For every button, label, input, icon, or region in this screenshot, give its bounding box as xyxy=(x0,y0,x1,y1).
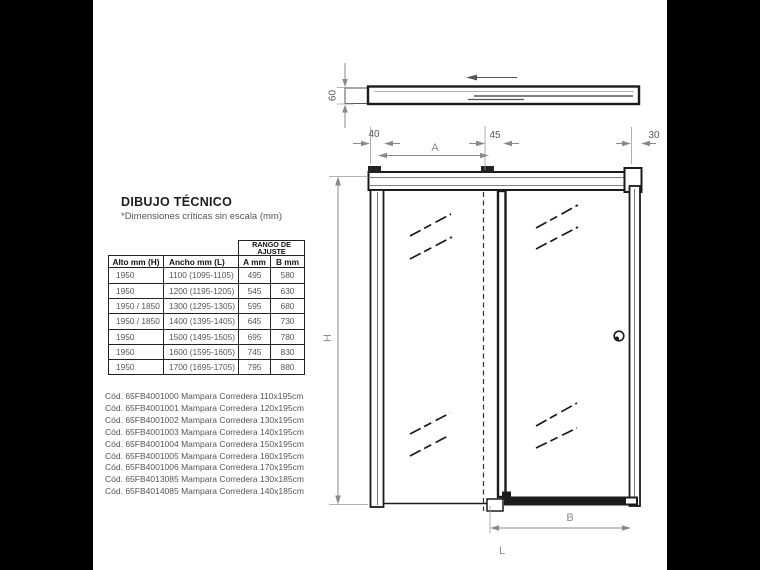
dimension-label-a: A xyxy=(431,142,439,154)
cell-b: 780 xyxy=(271,329,305,344)
cell-ancho: 1400 (1395-1405) xyxy=(164,314,239,329)
dimension-label-30: 30 xyxy=(648,130,660,141)
product-code-item: Cód. 65FB4001006 Mampara Corredera 170x195cm xyxy=(105,462,304,473)
cell-ancho: 1700 (1695-1705) xyxy=(164,360,239,375)
product-code-item: Cód. 65FB4001000 Mampara Corredera 110x195cm xyxy=(105,391,304,401)
cell-alto: 1950 xyxy=(109,283,164,298)
product-code-item: Cód. 65FB4001004 Mampara Corredera 150x195cm xyxy=(105,438,304,449)
cell-a: 795 xyxy=(239,360,271,375)
cell-b: 580 xyxy=(271,268,305,283)
cell-b: 630 xyxy=(271,283,305,298)
cell-ancho: 1300 (1295-1305) xyxy=(164,299,239,314)
product-code-item: Cód. 65FB4001005 Mampara Corredera 160x195cm xyxy=(105,450,304,461)
col-header-alto: Alto mm (H) xyxy=(109,256,164,268)
dimension-a xyxy=(378,142,489,158)
col-header-ancho: Ancho mm (L) xyxy=(164,256,239,268)
dimension-b xyxy=(490,506,631,533)
product-code-item: Cód. 65FB4014085 Mampara Corredera 140x185cm xyxy=(105,486,304,497)
page-subtitle: *Dimensiones críticas sin escala (mm) xyxy=(121,211,283,222)
dimension-label-40: 40 xyxy=(368,129,380,140)
dimension-label-h: H xyxy=(322,334,334,342)
front-view xyxy=(368,166,642,511)
cell-a: 595 xyxy=(239,299,271,314)
cell-alto: 1950 xyxy=(109,268,164,283)
col-header-a: A mm xyxy=(239,256,271,268)
cell-alto: 1950 / 1850 xyxy=(109,314,164,329)
cell-a: 745 xyxy=(239,344,271,359)
cell-alto: 1950 xyxy=(109,360,164,375)
dimension-label-l: L xyxy=(498,545,506,557)
product-code-item: Cód. 65FB4013085 Mampara Corredera 130x185cm xyxy=(105,474,304,485)
dimension-label-b: B xyxy=(566,512,574,524)
dimension-45 xyxy=(469,126,519,170)
bottom-rail xyxy=(487,492,638,512)
cell-a: 695 xyxy=(239,329,271,344)
dimension-40 xyxy=(353,127,400,164)
cell-alto: 1950 xyxy=(109,344,164,359)
right-wall-profile xyxy=(630,186,641,506)
product-code-item: Cód. 65FB4001002 Mampara Corredera 130x195cm xyxy=(105,414,304,425)
door-handle-knob xyxy=(614,331,624,341)
bottom-guide-block xyxy=(487,499,503,511)
cell-alto: 1950 xyxy=(109,329,164,344)
cell-a: 645 xyxy=(239,314,271,329)
glass-reflections xyxy=(410,205,578,456)
cell-b: 680 xyxy=(271,299,305,314)
left-wall-profile xyxy=(371,190,384,507)
cell-b: 830 xyxy=(271,344,305,359)
product-code-item: Cód. 65FB4001001 Mampara Corredera 120x195cm xyxy=(105,402,304,413)
cell-b: 730 xyxy=(271,314,305,329)
dimension-label-45: 45 xyxy=(489,130,501,141)
cell-ancho: 1600 (1595-1605) xyxy=(164,344,239,359)
product-code-item: Cód. 65FB4001003 Mampara Corredera 140x195cm xyxy=(105,426,304,437)
rail-bracket-left xyxy=(368,166,381,173)
dimension-label-60: 60 xyxy=(327,89,339,102)
dimension-h xyxy=(322,177,368,505)
cell-ancho: 1100 (1095-1105) xyxy=(164,268,239,283)
cell-a: 495 xyxy=(239,268,271,283)
plan-view xyxy=(328,63,640,128)
col-header-b: B mm xyxy=(271,256,305,268)
cell-b: 880 xyxy=(271,360,305,375)
cell-a: 545 xyxy=(239,283,271,298)
cell-ancho: 1500 (1495-1505) xyxy=(164,329,239,344)
page-title: DIBUJO TÉCNICO xyxy=(121,195,233,209)
rail-bracket-middle xyxy=(481,166,494,173)
table-span-header: RANGO DE AJUSTE xyxy=(239,241,305,256)
cell-alto: 1950 / 1850 xyxy=(109,299,164,314)
door-leading-edge xyxy=(498,191,506,497)
dimension-30 xyxy=(616,127,660,164)
slide-direction-arrow xyxy=(466,75,517,81)
cell-ancho: 1200 (1195-1205) xyxy=(164,283,239,298)
